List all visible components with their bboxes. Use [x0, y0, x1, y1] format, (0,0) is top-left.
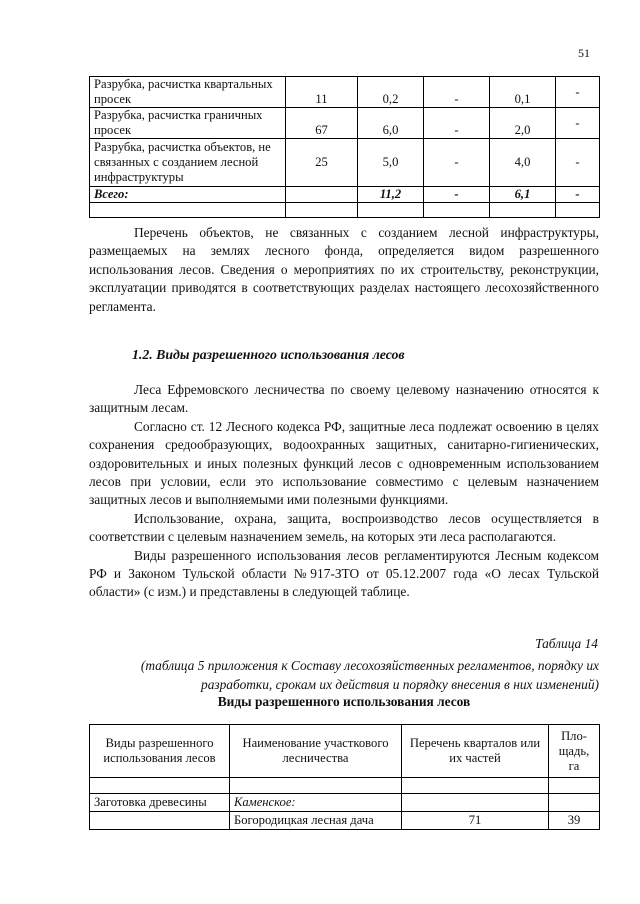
- cell: -: [424, 77, 490, 108]
- page-number: 51: [578, 46, 590, 60]
- cell: 6,0: [358, 108, 424, 139]
- cell: 39: [549, 812, 600, 830]
- cell: [490, 203, 556, 218]
- row-name: Разрубка, расчистка граничных просек: [90, 108, 286, 139]
- cell: 67: [286, 108, 358, 139]
- cell: -: [424, 187, 490, 203]
- cell: [286, 203, 358, 218]
- cell: [358, 203, 424, 218]
- table-row: [90, 812, 600, 830]
- empty-row: [90, 203, 600, 218]
- cell: [90, 778, 230, 794]
- cell: -: [424, 108, 490, 139]
- row-name: Разрубка, расчистка квартальных просек: [90, 77, 286, 108]
- cell: [549, 794, 600, 812]
- cell: [549, 778, 600, 794]
- intro-text: [89, 224, 599, 316]
- cell: 5,0: [358, 139, 424, 187]
- row-name: Разрубка, расчистка объектов, не связанных с созданием лесной инфраструктуры: [90, 139, 286, 187]
- column-header: Наименование участкового лесничества: [230, 725, 402, 778]
- cell: 2,0: [490, 108, 556, 139]
- cell: 71: [402, 812, 549, 830]
- header-row: [90, 725, 600, 778]
- cell: 0,1: [490, 77, 556, 108]
- cell: Богородицкая лесная дача: [230, 812, 402, 830]
- section-heading: 1.2. Виды разрешенного использования лесов: [132, 347, 405, 362]
- cell: 11: [286, 77, 358, 108]
- cell: Заготовка древесины: [90, 794, 230, 812]
- cell: -: [556, 108, 600, 139]
- cell: 6,1: [490, 187, 556, 203]
- cell: [286, 187, 358, 203]
- cell: [230, 778, 402, 794]
- cell: -: [556, 187, 600, 203]
- paragraph: Перечень объектов, не связанных с созданием лесной инфраструктуры, размещаемых на землях лесного фонда, определяется видом разрешенного использования лесов. Сведения о мероприятиях по их строительству, реконструкции, эксплуатации приводятся в соответствующих разделах настоящего лесохозяйственного регламента.: [89, 225, 599, 314]
- column-header: Пло-щадь, га: [549, 725, 600, 778]
- cell: Каменское:: [230, 794, 402, 812]
- cell: -: [424, 139, 490, 187]
- cell: [402, 794, 549, 812]
- cell: -: [556, 77, 600, 108]
- paragraph: Использование, охрана, защита, воспроизводство лесов осуществляется в соответствии с целевым назначением земель, на которых эти леса располагаются.: [89, 510, 599, 545]
- body-text: [89, 381, 599, 602]
- forest-use-table: [89, 724, 600, 830]
- total-label: Всего:: [90, 187, 286, 203]
- paragraph: Согласно ст. 12 Лесного кодекса РФ, защитные леса подлежат освоению в целях сохранения средообразующих, водоохранных защитных, санитарно-гигиенических, оздоровительных и иных полезных функций лесов с одновременным использованием лесов при условии, если это использование совместимо с целевым назначением защитных лесов и выполняемыми ими полезными функциями.: [89, 418, 599, 508]
- paragraph: Виды разрешенного использования лесов регламентируются Лесным кодексом РФ и Законом Тульской области №917-ЗТО от 05.12.2007 года «О лесах Тульской области» (с изм.) и представлены в следующей таблице.: [89, 547, 599, 600]
- empty-row: [90, 778, 600, 794]
- infrastructure-table: [89, 76, 600, 218]
- cell: [90, 203, 286, 218]
- cell: [90, 812, 230, 830]
- cell: 25: [286, 139, 358, 187]
- cell: 0,2: [358, 77, 424, 108]
- table-title: Виды разрешенного использования лесов: [217, 694, 471, 709]
- table-row: [90, 77, 600, 108]
- table-note: (таблица 5 приложения к Составу лесохозяйственных регламентов, порядку их разработки, срокам их действия и порядку внесения в них изменений): [140, 658, 599, 692]
- cell: [402, 778, 549, 794]
- cell: 4,0: [490, 139, 556, 187]
- cell: -: [556, 139, 600, 187]
- cell: [424, 203, 490, 218]
- cell: [556, 203, 600, 218]
- paragraph: Леса Ефремовского лесничества по своему целевому назначению относятся к защитным лесам.: [89, 382, 599, 416]
- table-row: [90, 108, 600, 139]
- table-caption: Таблица 14: [535, 636, 598, 651]
- column-header: Виды разрешенного использования лесов: [90, 725, 230, 778]
- table-row: [90, 139, 600, 187]
- cell: 11,2: [358, 187, 424, 203]
- column-header: Перечень кварталов или их частей: [402, 725, 549, 778]
- table-row: [90, 794, 600, 812]
- total-row: [90, 187, 600, 203]
